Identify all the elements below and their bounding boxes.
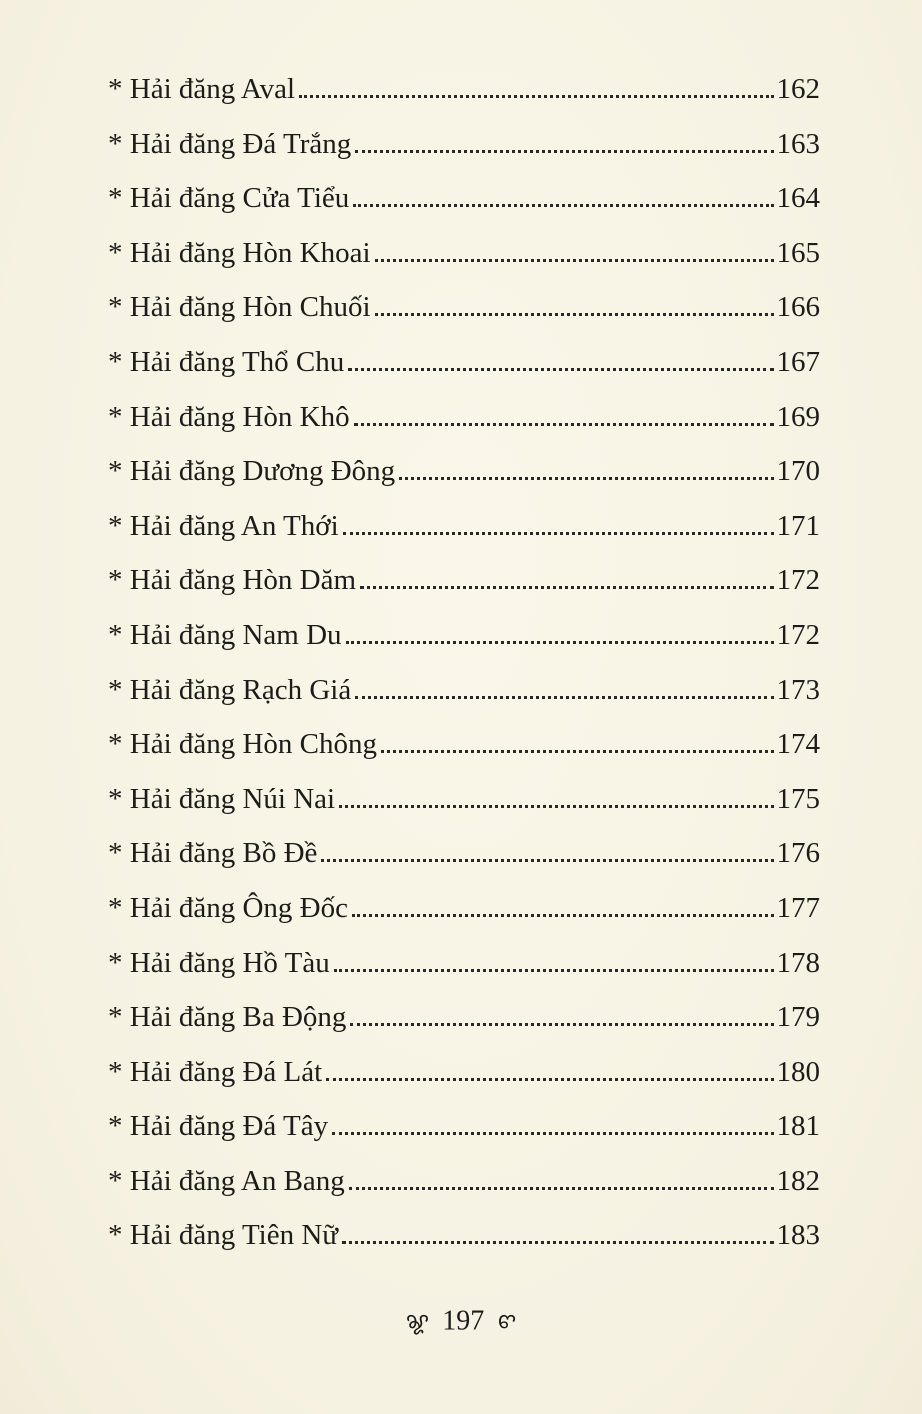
fleuron-right-icon: ꨓ xyxy=(497,1308,517,1334)
toc-entry-title: * Hải đăng Dương Đông xyxy=(108,455,396,488)
toc-entry-page: 164 xyxy=(776,182,820,215)
toc-entry-title: * Hải đăng Aval xyxy=(108,73,296,105)
toc-entry xyxy=(108,390,820,445)
toc-entry-page: 178 xyxy=(776,946,820,979)
toc-entry-page: 167 xyxy=(776,345,820,378)
toc-entry xyxy=(108,936,820,991)
toc-entry xyxy=(108,990,820,1045)
dot-leader xyxy=(352,913,773,917)
dot-leader xyxy=(350,1022,773,1026)
toc-entry-title: * Hải đăng Hồ Tàu xyxy=(108,946,330,979)
toc-entry-page: 174 xyxy=(776,728,820,761)
toc-entry-title: * Hải đăng Hòn Khô xyxy=(108,400,350,433)
toc-entry xyxy=(108,280,820,335)
dot-leader xyxy=(354,422,774,426)
toc-entry-page: 182 xyxy=(776,1164,820,1197)
toc-entry xyxy=(108,335,820,390)
toc-entry xyxy=(108,881,820,936)
toc-entry-page: 172 xyxy=(776,564,820,597)
toc-entry-page: 173 xyxy=(776,673,820,706)
toc-entry-title: * Hải đăng Hòn Khoai xyxy=(108,236,371,269)
toc-entry-page: 181 xyxy=(776,1110,820,1143)
toc-entry-page: 175 xyxy=(776,782,820,815)
dot-leader xyxy=(339,804,773,808)
toc-entry-page: 165 xyxy=(776,236,820,269)
toc-entry-page: 166 xyxy=(776,291,820,324)
toc-entry xyxy=(108,171,820,226)
toc-entry-title: * Hải đăng Đá Trắng xyxy=(108,127,352,160)
toc-entry-page: 162 xyxy=(776,73,820,105)
dot-leader xyxy=(353,203,773,207)
toc-entry-title: * Hải đăng Ông Đốc xyxy=(108,891,349,924)
dot-leader xyxy=(355,695,773,699)
toc-entry-page: 169 xyxy=(776,400,820,433)
dot-leader xyxy=(348,367,773,371)
toc-entry-title: * Hải đăng Ba Động xyxy=(108,1001,347,1034)
page-footer xyxy=(0,1300,922,1342)
toc-entry-page: 170 xyxy=(776,455,820,488)
toc-entry xyxy=(108,826,820,881)
toc-entry-title: * Hải đăng Tiên Nữ xyxy=(108,1219,339,1252)
toc-entry-title: * Hải đăng Thổ Chu xyxy=(108,345,345,378)
toc-entry-title: * Hải đăng Hòn Chuối xyxy=(108,291,371,324)
toc-entry-page: 180 xyxy=(776,1055,820,1088)
toc-entry xyxy=(108,499,820,554)
dot-leader xyxy=(360,585,773,589)
toc-entry xyxy=(108,663,820,718)
dot-leader xyxy=(346,640,774,644)
toc-entry-title: * Hải đăng Nam Du xyxy=(108,618,342,651)
toc-entry xyxy=(108,1099,820,1154)
page-number: 197 xyxy=(442,1305,485,1337)
dot-leader xyxy=(334,968,774,972)
toc-entry xyxy=(108,1208,820,1263)
toc-entry-page: 171 xyxy=(776,509,820,542)
dot-leader xyxy=(355,149,773,153)
dot-leader xyxy=(349,1186,774,1190)
toc-entry xyxy=(108,62,820,117)
toc-entry-title: * Hải đăng Đá Tây xyxy=(108,1110,329,1143)
toc-entry-title: * Hải đăng An Thới xyxy=(108,509,339,542)
toc-entry xyxy=(108,608,820,663)
toc-entry xyxy=(108,226,820,281)
toc-entry-title: * Hải đăng Cửa Tiểu xyxy=(108,182,350,215)
toc-entry xyxy=(108,444,820,499)
toc-entry-page: 179 xyxy=(776,1001,820,1034)
toc-entry-title: * Hải đăng Hòn Dăm xyxy=(108,564,357,597)
toc-entry-title: * Hải đăng Bồ Đề xyxy=(108,837,318,870)
toc-entry xyxy=(108,772,820,827)
toc-entry xyxy=(108,1045,820,1100)
toc-entry xyxy=(108,553,820,608)
toc-entry-page: 163 xyxy=(776,127,820,160)
toc-entry-title: * Hải đăng Núi Nai xyxy=(108,782,336,815)
dot-leader xyxy=(343,531,774,535)
table-of-contents xyxy=(108,62,820,1263)
toc-entry-page: 177 xyxy=(776,891,820,924)
toc-entry-title: * Hải đăng Đá Lát xyxy=(108,1055,323,1088)
dot-leader xyxy=(381,749,773,753)
toc-entry-title: * Hải đăng Rạch Giá xyxy=(108,673,352,706)
toc-entry xyxy=(108,717,820,772)
toc-entry xyxy=(108,117,820,172)
dot-leader xyxy=(375,312,774,316)
toc-entry-page: 176 xyxy=(776,837,820,870)
dot-leader xyxy=(399,476,773,480)
dot-leader xyxy=(332,1131,773,1135)
toc-entry-title: * Hải đăng Hòn Chông xyxy=(108,728,378,761)
toc-entry xyxy=(108,1154,820,1209)
dot-leader xyxy=(342,1240,773,1244)
dot-leader xyxy=(326,1077,773,1081)
toc-entry-page: 183 xyxy=(776,1219,820,1252)
fleuron-left-icon: ꨘ xyxy=(405,1308,430,1334)
toc-entry-page: 172 xyxy=(776,618,820,651)
toc-entry-title: * Hải đăng An Bang xyxy=(108,1164,345,1197)
dot-leader xyxy=(375,258,774,262)
dot-leader xyxy=(321,858,773,862)
dot-leader xyxy=(299,94,773,98)
